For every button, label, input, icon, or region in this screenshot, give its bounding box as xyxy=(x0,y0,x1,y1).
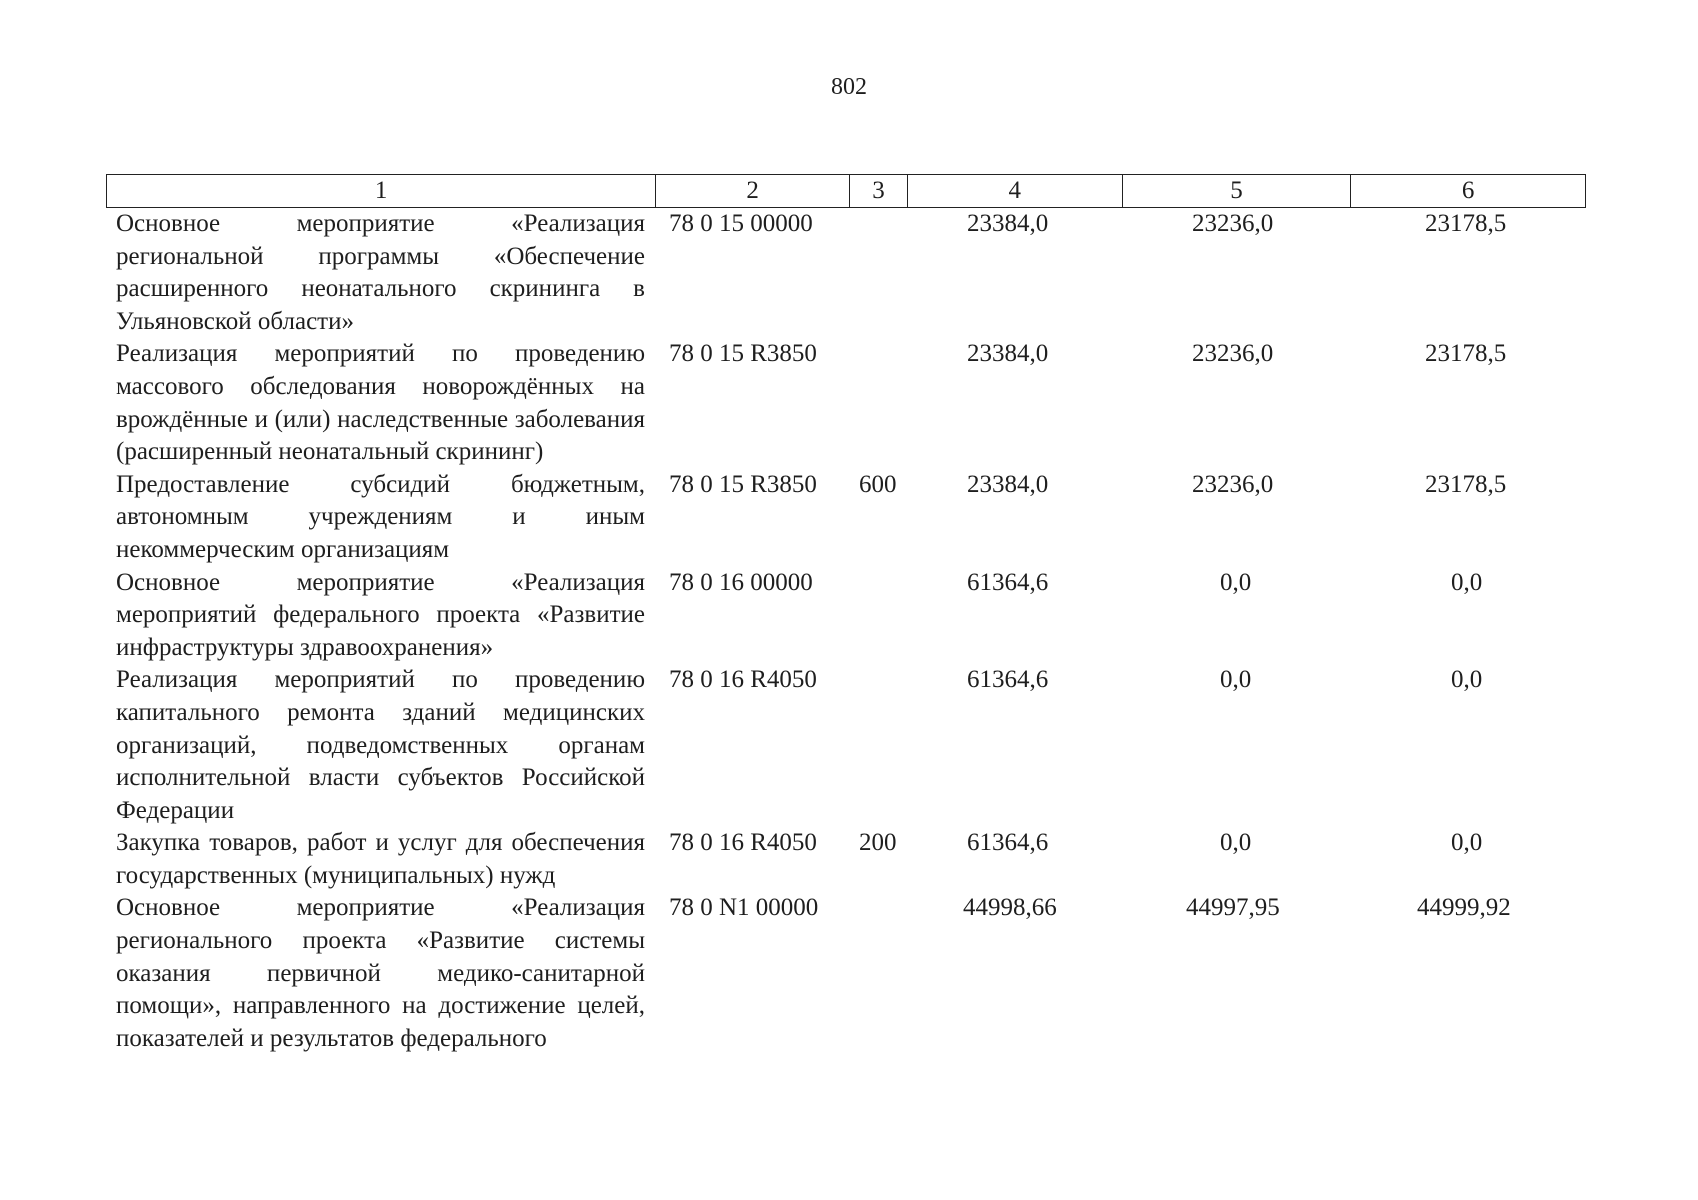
budget-table xyxy=(106,174,1586,1055)
column-header-2: 2 xyxy=(655,175,849,207)
row-value-col4: 44998,66 xyxy=(963,894,1057,922)
row-value-col4: 61364,6 xyxy=(967,829,1049,857)
row-value-col5: 23236,0 xyxy=(1192,210,1274,237)
row-description: Основное мероприятие «Реализация региональной программы «Обеспечение расширенного неонатального скрининга в Ульяновской области» xyxy=(116,210,645,335)
row-value-col6: 0,0 xyxy=(1451,568,1483,596)
table-row xyxy=(106,664,1586,827)
row-description: Предоставление субсидий бюджетным, автономным учреждениям и иным некоммерческим организациям xyxy=(116,470,645,563)
row-value-col6: 0,0 xyxy=(1451,666,1483,694)
table-row xyxy=(106,338,1586,468)
row-description: Основное мероприятие «Реализация регионального проекта «Развитие системы оказания первичной медико-санитарной помощи», направленного на достижение целей, показателей и результатов федерального xyxy=(116,894,645,1052)
row-code: 78 0 15 R3850 xyxy=(669,340,817,368)
row-value-col5: 0,0 xyxy=(1220,829,1252,857)
row-value-col4: 61364,6 xyxy=(967,666,1049,694)
row-value-col4: 23384,0 xyxy=(967,470,1049,498)
row-value-col4: 61364,6 xyxy=(967,568,1049,596)
row-value-col6: 44999,92 xyxy=(1417,894,1511,922)
row-value-col6: 23178,5 xyxy=(1425,210,1507,237)
row-value-col5: 0,0 xyxy=(1220,666,1252,694)
row-description: Реализация мероприятий по проведению капитального ремонта зданий медицинских организаций, подведомственных органам исполнительной власти субъектов Российской Федерации xyxy=(116,666,645,824)
column-header-4: 4 xyxy=(907,175,1122,207)
row-code: 78 0 15 R3850 xyxy=(669,470,817,498)
table-row xyxy=(106,892,1586,1055)
row-code: 78 0 16 R4050 xyxy=(669,666,817,694)
row-value-col4: 23384,0 xyxy=(967,340,1049,368)
row-code: 78 0 N1 00000 xyxy=(669,894,819,922)
row-description: Основное мероприятие «Реализация мероприятий федерального проекта «Развитие инфраструктуры здравоохранения» xyxy=(116,568,645,661)
row-expense-type: 600 xyxy=(859,470,897,498)
row-expense-type: 200 xyxy=(859,829,897,857)
row-description: Реализация мероприятий по проведению массового обследования новорождённых на врождённые и (или) наследственные заболевания (расширенный неонатальный скрининг) xyxy=(116,340,645,466)
row-value-col4: 23384,0 xyxy=(967,210,1049,237)
page-number: 802 xyxy=(831,74,867,100)
row-value-col5: 44997,95 xyxy=(1186,894,1280,922)
row-code: 78 0 15 00000 xyxy=(669,210,813,237)
column-header-1: 1 xyxy=(374,177,388,204)
table-row xyxy=(106,567,1586,665)
row-code: 78 0 16 R4050 xyxy=(669,829,817,857)
table-header-row xyxy=(106,174,1586,208)
row-description: Закупка товаров, работ и услуг для обеспечения государственных (муниципальных) нужд xyxy=(116,829,645,889)
row-value-col5: 23236,0 xyxy=(1192,470,1274,498)
row-value-col6: 23178,5 xyxy=(1425,340,1507,368)
row-value-col5: 0,0 xyxy=(1220,568,1252,596)
table-row xyxy=(106,469,1586,567)
column-header-5: 5 xyxy=(1122,175,1351,207)
table-row xyxy=(106,208,1586,338)
row-value-col6: 0,0 xyxy=(1451,829,1483,857)
column-header-3: 3 xyxy=(849,175,907,207)
column-header-6: 6 xyxy=(1350,175,1585,207)
row-value-col5: 23236,0 xyxy=(1192,340,1274,368)
row-code: 78 0 16 00000 xyxy=(669,568,813,596)
table-row xyxy=(106,827,1586,892)
row-value-col6: 23178,5 xyxy=(1425,470,1507,498)
